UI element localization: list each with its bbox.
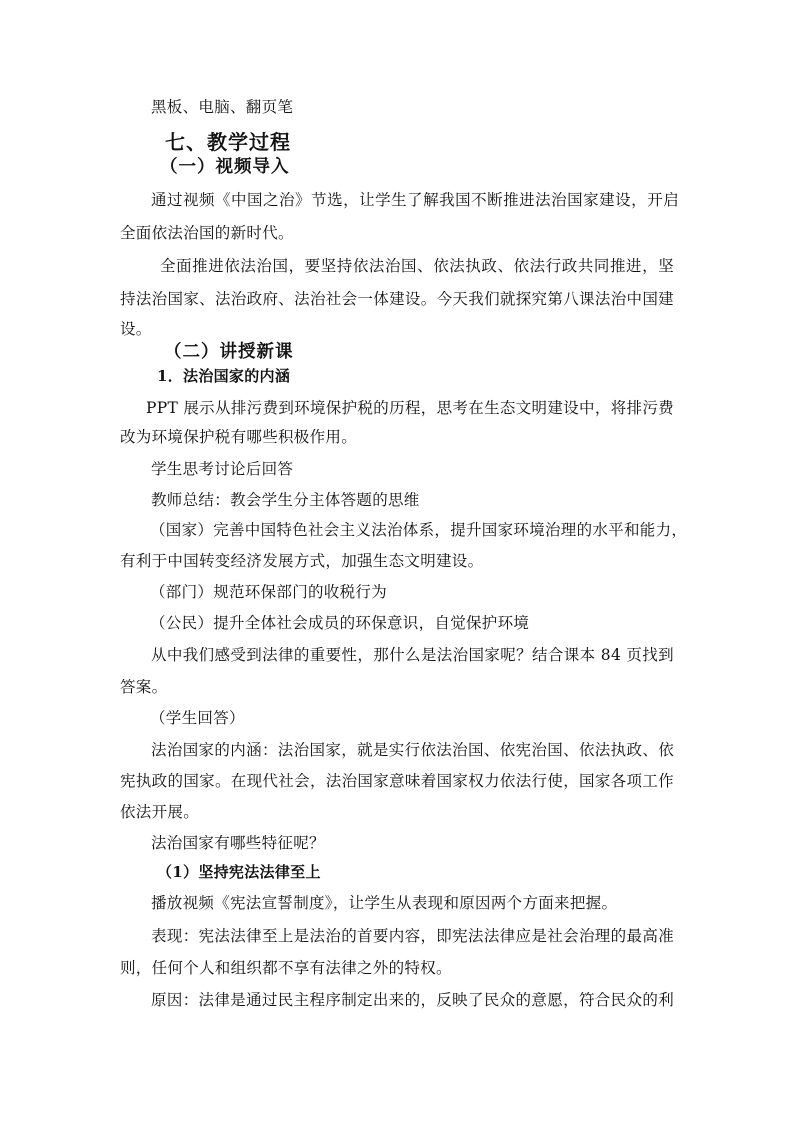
subsection-title: 1．法治国家的内涵 bbox=[157, 367, 291, 385]
paragraph-line: 通过视频《中国之治》节选，让学生了解我国不断推进法治国家建设，开启 bbox=[151, 191, 679, 209]
paragraph-line: 播放视频《宪法宣誓制度》，让学生从表现和原因两个方面来把握。 bbox=[151, 894, 618, 912]
paragraph-line: 全面依法治国的新时代。 bbox=[120, 224, 294, 242]
paragraph-line: （公民）提升全体社会成员的环保意识，自觉保护环境 bbox=[150, 614, 530, 632]
paragraph-line: 宪执政的国家。在现代社会，法治国家意味着国家权力依法行使，国家各项工作 bbox=[120, 772, 674, 790]
materials-line: 黑板、电脑、翻页笔 bbox=[151, 98, 294, 116]
paragraph-line: （部门）规范环保部门的收税行为 bbox=[150, 583, 388, 601]
paragraph-line: 全面推进依法治国，要坚持依法治国、依法执政、依法行政共同推进，坚 bbox=[160, 257, 674, 275]
paragraph-line: 法治国家有哪些特征呢？ bbox=[151, 834, 325, 852]
paragraph-line: 从中我们感受到法律的重要性，那什么是法治国家呢？结合课本 84 页找到 bbox=[151, 646, 674, 664]
paragraph-line: 原因：法律是通过民主程序制定出来的，反映了民众的意愿，符合民众的利 bbox=[151, 991, 674, 1009]
paragraph-line: 表现：宪法法律至上是法治的首要内容，即宪法法律应是社会治理的最高准 bbox=[151, 927, 674, 945]
paragraph-line: 设。 bbox=[120, 320, 152, 338]
paragraph-line: 教师总结：教会学生分主体答题的思维 bbox=[151, 491, 420, 509]
paragraph-line: （国家）完善中国特色社会主义法治体系，提升国家环境治理的水平和能力， bbox=[150, 521, 688, 539]
paragraph-line: 则，任何个人和组织都不享有法律之外的特权。 bbox=[120, 959, 452, 977]
paragraph-line: 法治国家的内涵：法治国家，就是实行依法治国、依宪治国、依法执政、依 bbox=[151, 741, 674, 759]
paragraph-line: 答案。 bbox=[120, 678, 168, 696]
part1-title: （一）视频导入 bbox=[160, 157, 290, 177]
subsection-title: （1）坚持宪法法律至上 bbox=[157, 863, 321, 881]
paragraph-line: 改为环境保护税有哪些积极作用。 bbox=[120, 428, 358, 446]
section-title: 七、教学过程 bbox=[165, 130, 291, 154]
paragraph-line: 有利于中国转变经济发展方式，加强生态文明建设。 bbox=[120, 552, 484, 570]
paragraph-line: （学生回答） bbox=[150, 709, 245, 727]
paragraph-line: PPT 展示从排污费到环境保护税的历程，思考在生态文明建设中，将排污费 bbox=[146, 399, 674, 417]
paragraph-line: 依法开展。 bbox=[120, 803, 200, 821]
paragraph-line: 学生思考讨论后回答 bbox=[151, 460, 294, 478]
paragraph-line: 持法治国家、法治政府、法治社会一体建设。今天我们就探究第八课法治中国建 bbox=[120, 290, 674, 308]
part2-title: （二）讲授新课 bbox=[164, 342, 294, 362]
